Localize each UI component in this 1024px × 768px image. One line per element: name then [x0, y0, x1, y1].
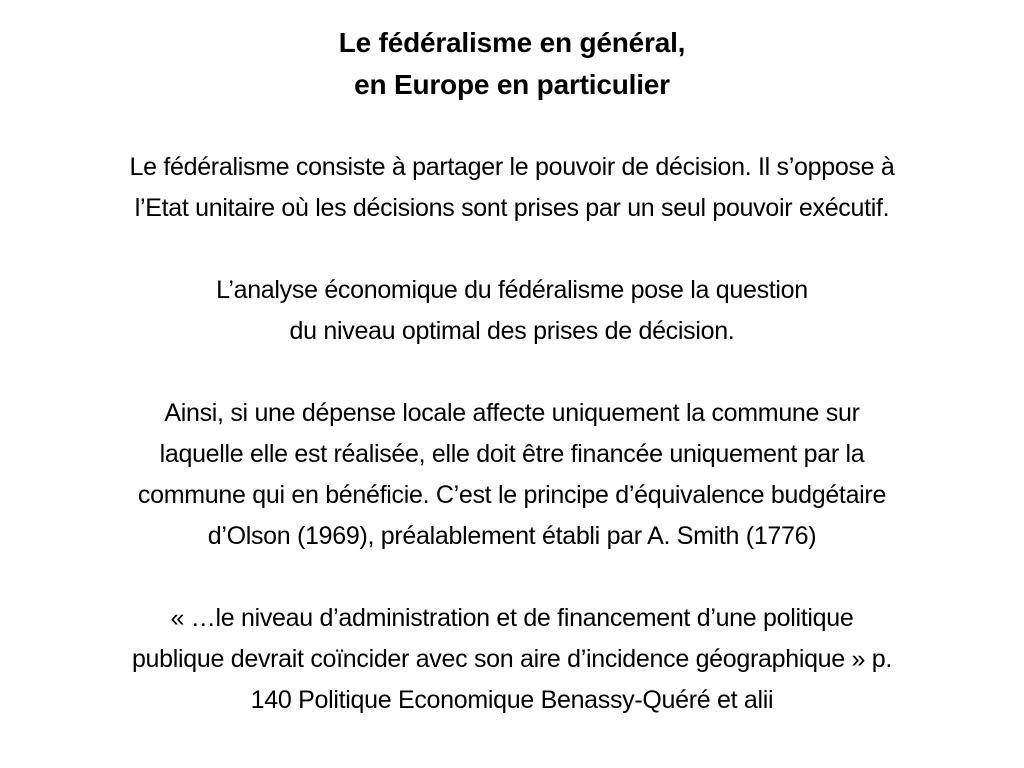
- paragraph-definition: [20, 147, 1004, 229]
- text-line: publique devrait coïncider avec son aire d’incidence géographique » p.: [131, 645, 893, 673]
- text-line: l’Etat unitaire où les décisions sont prises par un seul pouvoir exécutif.: [134, 194, 890, 222]
- text-line: Le fédéralisme consiste à partager le pouvoir de décision. Il s’oppose à: [129, 153, 895, 181]
- text-line: 140 Politique Economique Benassy-Quéré et alii: [250, 686, 774, 714]
- text-line: commune qui en bénéficie. C’est le principe d’équivalence budgétaire: [137, 481, 887, 509]
- paragraph-quotation: [20, 598, 1004, 721]
- text-line: « …le niveau d’administration et de financement d’une politique: [170, 604, 854, 632]
- slide-body: [20, 147, 1004, 762]
- slide-title: [0, 22, 1024, 106]
- text-line: d’Olson (1969), préalablement établi par A. Smith (1776): [207, 522, 817, 550]
- title-line-1: Le fédéralisme en général,: [338, 27, 686, 58]
- text-line: Ainsi, si une dépense locale affecte uniquement la commune sur: [164, 399, 860, 427]
- title-line-2: en Europe en particulier: [354, 69, 670, 100]
- text-line: L’analyse économique du fédéralisme pose la question: [216, 276, 808, 304]
- paragraph-fiscal-equivalence: [20, 393, 1004, 557]
- text-line: laquelle elle est réalisée, elle doit être financée uniquement par la: [159, 440, 865, 468]
- text-line: du niveau optimal des prises de décision.: [289, 317, 735, 345]
- paragraph-economic-analysis: [20, 270, 1004, 352]
